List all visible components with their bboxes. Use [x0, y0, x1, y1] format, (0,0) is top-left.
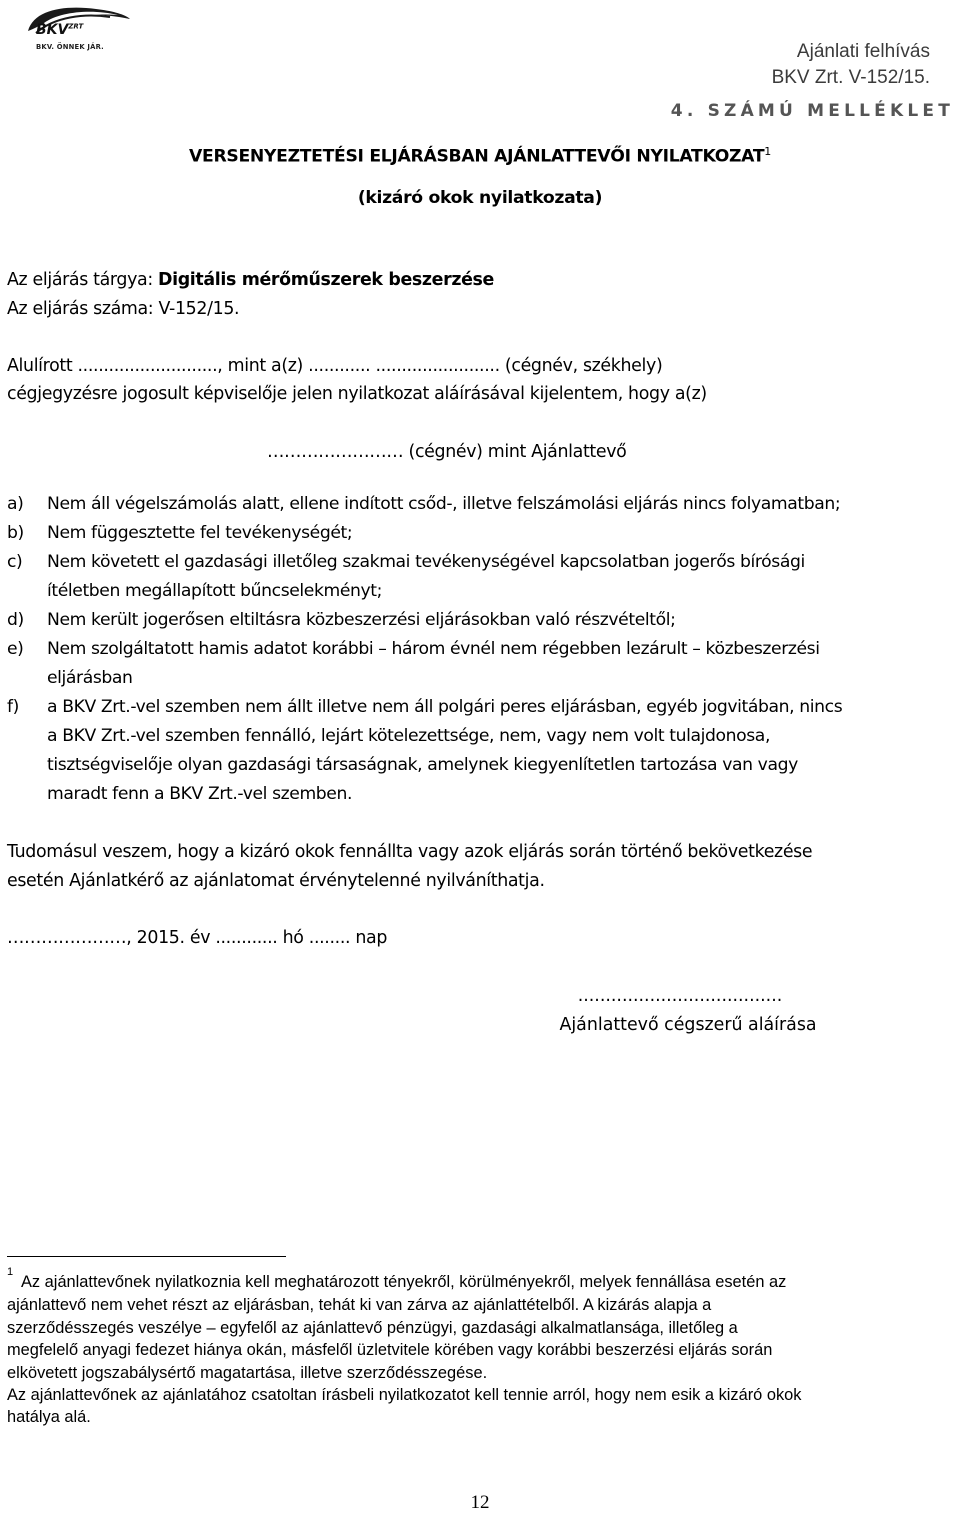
footnote-line: szerződésszegés veszélye – egyfelől az ajánlattevő pénzügyi, gazdasági alkalmatlansága, illetőleg a [7, 1319, 738, 1337]
procedure-subject-label: Az eljárás tárgya: [7, 270, 159, 290]
list-item-text: tisztségviselője olyan gazdasági társaságnak, amelynek kiegyenlítetlen tartozása van vagy [47, 755, 798, 775]
declaration-line-2: cégjegyzésre jogosult képviselője jelen nyilatkozat aláírásával kijelentem, hogy a(z) [7, 384, 707, 404]
page-number: 12 [470, 1492, 490, 1513]
footnote-line: megfelelő anyagi fedezet hiánya okán, másfelől üzletvitele körében vagy korábbi beszerzési eljárás során [7, 1341, 773, 1359]
list-item-text: Nem áll végelszámolás alatt, ellene indított csőd-, illetve felszámolási eljárás nincs folyamatban; [47, 494, 841, 514]
date-line: …………………, 2015. év ............ hó ........ nap [7, 928, 388, 948]
signature-dots: ..................................... [577, 986, 783, 1006]
footnote-marker: 1 [7, 1266, 14, 1278]
annex-label: 4. SZÁMÚ MELLÉKLET [670, 101, 954, 121]
list-item-text: maradt fenn a BKV Zrt.-vel szemben. [47, 784, 353, 804]
list-item-text: a BKV Zrt.-vel szemben nem állt illetve nem áll polgári peres eljárásban, egyéb jogvitában, nincs [47, 697, 843, 717]
list-item-text: Nem követett el gazdasági illetőleg szakmai tevékenységével kapcsolatban jogerős bírósági [47, 552, 805, 572]
document-title [0, 145, 960, 167]
footnote-line: elkövetett jogszabálysértő magatartása, illetve szerződésszegése. [7, 1364, 488, 1382]
list-item-text: a BKV Zrt.-vel szemben fennálló, lejárt kötelezettsége, nem, vagy nem volt tulajdonosa, [47, 726, 771, 746]
bkv-logo [14, 3, 132, 55]
document-subtitle: (kizáró okok nyilatkozata) [357, 188, 603, 208]
footnote-separator [7, 1256, 286, 1257]
header-document-type: Ajánlati felhívás [796, 41, 930, 62]
list-item-label: a) [7, 494, 24, 514]
footnote-line: Az ajánlattevőnek az ajánlatához csatoltan írásbeli nyilatkozatot kell tennie arról, hogy nem esik a kizáró okok [7, 1386, 802, 1404]
footnote-reference: 1 [764, 145, 771, 158]
footnote-line: hatálya alá. [7, 1408, 91, 1426]
procedure-number: Az eljárás száma: V-152/15. [7, 299, 240, 319]
footnote-line: ajánlattevő nem vehet részt az eljárásban, tehát ki van zárva az ajánlattételből. A kizárás alapja a [7, 1296, 712, 1314]
procedure-subject-value: Digitális mérőműszerek beszerzése [158, 270, 494, 290]
list-item-text: Nem függesztette fel tevékenységét; [47, 523, 353, 543]
logo-wordmark: $BKV^{ZRT}$ [36, 22, 84, 38]
logo-slogan: BKV. ÖNNEK JÁR. [36, 43, 104, 51]
document-title-text: VERSENYEZTETÉSI ELJÁRÁSBAN AJÁNLATTEVŐI NYILATKOZAT [189, 146, 765, 167]
list-item-label: f) [7, 697, 19, 717]
header-reference-number: BKV Zrt. V-152/15. [771, 67, 930, 88]
list-item-text: eljárásban [47, 668, 133, 688]
procedure-subject [7, 272, 494, 289]
list-item-label: c) [7, 552, 23, 572]
acknowledgement-line-1: Tudomásul veszem, hogy a kizáró okok fennállta vagy azok eljárás során történő bekövetkezése [7, 842, 813, 862]
footnote-line: Az ajánlattevőnek nyilatkoznia kell meghatározott tényekről, körülményekről, melyek fennállása esetén az [21, 1273, 787, 1291]
list-item-text: Nem szolgáltatott hamis adatot korábbi – három évnél nem régebben lezárult – közbeszerzési [47, 639, 820, 659]
list-item-label: d) [7, 610, 24, 630]
list-item-text: Nem került jogerősen eltiltásra közbeszerzési eljárásokban való részvételtől; [47, 610, 676, 630]
list-item-label: e) [7, 639, 24, 659]
declaration-company-line: …………………… (cégnév) mint Ajánlattevő [267, 442, 627, 462]
signature-label: Ajánlattevő cégszerű aláírása [559, 1015, 817, 1035]
list-item-label: b) [7, 523, 24, 543]
acknowledgement-line-2: esetén Ajánlatkérő az ajánlatomat érvénytelenné nyilváníthatja. [7, 871, 545, 891]
list-item-text: ítéletben megállapított bűncselekményt; [47, 581, 383, 601]
declaration-line-1: Alulírott ..........................., mint a(z) ............ ........................ (cégnév, székhely) [7, 356, 663, 376]
